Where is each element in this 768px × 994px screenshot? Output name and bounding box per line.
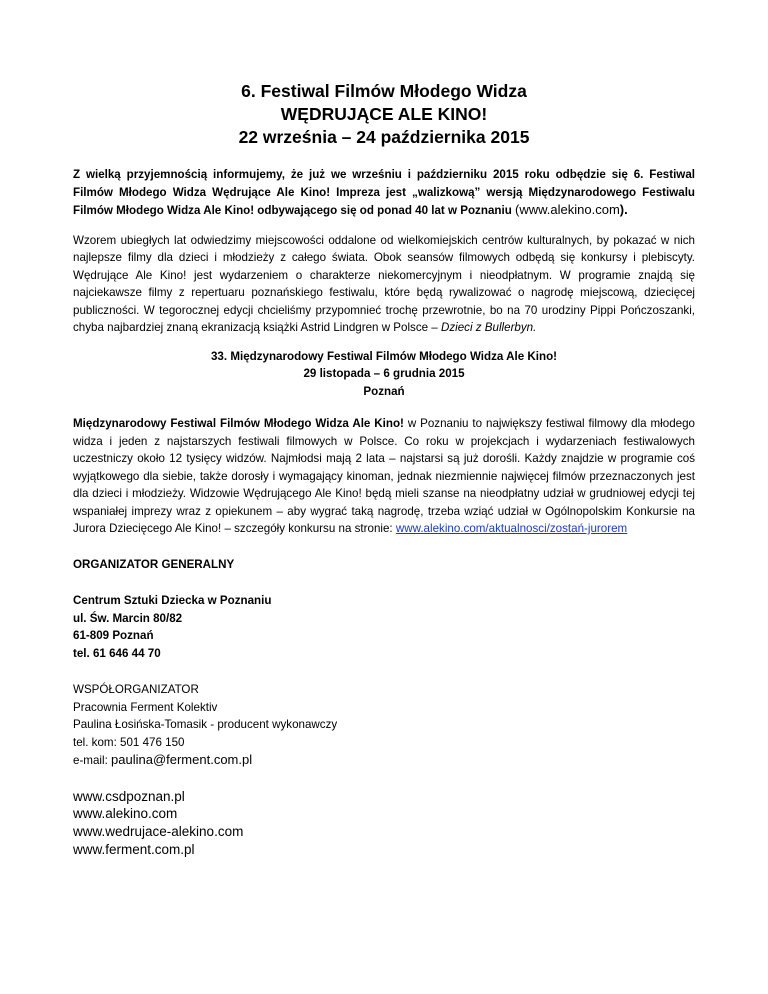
document-title (73, 80, 695, 149)
co-organizer-name: Pracownia Ferment Kolektiv (73, 700, 218, 714)
intro-paragraph (73, 166, 695, 220)
intro-site-close: ). (619, 202, 628, 217)
film-title: Dzieci z Bullerbyn. (440, 321, 537, 334)
website-wedrujace-alekino: www.wedrujace-alekino.com (73, 824, 244, 840)
organizer-heading: ORGANIZATOR GENERALNY (73, 557, 235, 571)
email-address: paulina@ferment.com.pl (111, 752, 253, 767)
title-line-festival: 6. Festiwal Filmów Młodego Widza (241, 81, 527, 101)
email-label: e-mail: (73, 754, 112, 767)
co-organizer-email-line (73, 751, 695, 770)
intro-site: (www.alekino.com (515, 202, 620, 217)
festival-text: w Poznaniu to największy festiwal filmowy dla młodego widza i jeden z najstarszych festiwali filmowych w Polsce. Co roku w projekcjach i wydarzeniach festiwalowych uczestniczy około 12 tysięcy widzów. Najmłodsi mają 2 lata – najstarsi są już dorośli. Każdy znajdzie w programie coś wyjątkowego dla siebie, także dorosły i wymagający kinoman, jednak niezmiennie najwięcej filmów przeznaczonych jest dla dzieci i młodzieży. Widzowie Wędrującego Ale Kino! będą mieli szanse na nieodpłatny udział w grudniowej edycji tej wspaniałej imprezy wraz z opiekunem – aby wygrać taką nagrodę, trzeba wziąć udział w Ogólnopolskim Konkursie na Jurora Dziecięcego Ale Kino! – szczegóły konkursu na stronie: (73, 417, 695, 535)
organizer-address (73, 592, 695, 662)
festival-name: 33. Międzynarodowy Festiwal Filmów Młodego Widza Ale Kino! (210, 349, 558, 363)
organizer-name: Centrum Sztuki Dziecka w Poznaniu (73, 594, 272, 607)
organizer-phone: tel. 61 646 44 70 (73, 646, 161, 660)
website-csdpoznan: www.csdpoznan.pl (73, 788, 185, 804)
co-organizer-phone: tel. kom: 501 476 150 (73, 735, 185, 749)
description-text: Wzorem ubiegłych lat odwiedzimy miejscowości oddalone od wielkomiejskich centrów kulturalnych, by pokazać w nich najlepsze filmy dla dzieci i młodzieży z całego świata. Obok seansów filmowych odbędą się konkursy i plebiscyty. Wędrujące Ale Kino! jest wydarzeniem o charakterze niekomercyjnym i nieodpłatnym. W programie znajdą się najciekawsze filmy z repertuaru poznańskiego festiwalu, które będą rywalizować o nagrodę miejscową, dziecięcej publiczności. W tegorocznej edycji chcieliśmy przypomnieć trochę przewrotnie, bo na 70 urodziny Pippi Pończoszanki, chyba najbardziej znaną ekranizacją książki Astrid Lindgren w Polsce – (73, 233, 695, 334)
website-alekino: www.alekino.com (73, 806, 178, 822)
festival-paragraph (73, 415, 695, 538)
co-organizer (73, 681, 695, 770)
document-page (73, 80, 695, 859)
title-line-dates: 22 września – 24 października 2015 (238, 127, 530, 147)
description-paragraph (73, 232, 695, 337)
festival-info (73, 348, 695, 401)
website-ferment: www.ferment.com.pl (73, 841, 195, 857)
intro-text: Z wielką przyjemnością informujemy, że już we wrześniu i październiku 2015 roku odbędzie się 6. Festiwal Filmów Młodego Widza Wędrujące Ale Kino! Impreza jest „walizkową” wersją Międzynarodowego Festiwalu Filmów Młodego Widza Ale Kino! odbywającego się od ponad 40 lat w Poznaniu (73, 168, 695, 217)
co-organizer-person: Paulina Łosińska-Tomasik - producent wykonawczy (73, 718, 338, 731)
organizer-city: 61-809 Poznań (73, 629, 154, 642)
festival-lead: Międzynarodowy Festiwal Filmów Młodego Widza Ale Kino! (73, 417, 404, 430)
festival-dates: 29 listopada – 6 grudnia 2015 (303, 367, 465, 380)
websites-list (73, 788, 695, 859)
co-organizer-heading: WSPÓŁORGANIZATOR (73, 683, 199, 696)
jury-contest-link[interactable]: www.alekino.com/aktualnosci/zostań-jurorem (395, 522, 628, 535)
title-line-name: WĘDRUJĄCE ALE KINO! (280, 104, 488, 124)
festival-city: Poznań (363, 384, 405, 398)
organizer-street: ul. Św. Marcin 80/82 (73, 611, 183, 625)
